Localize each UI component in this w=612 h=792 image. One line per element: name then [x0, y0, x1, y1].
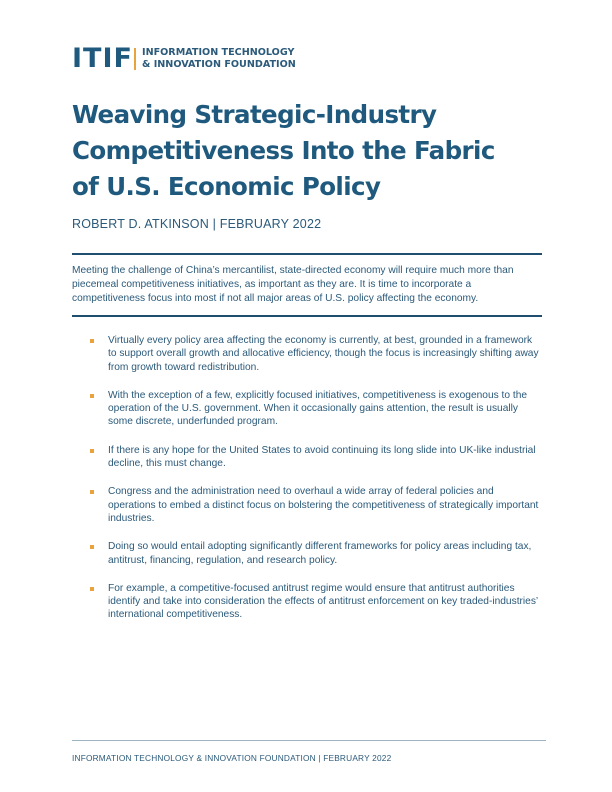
- page-footer: INFORMATION TECHNOLOGY & INNOVATION FOUNDATION | FEBRUARY 2022: [72, 753, 392, 763]
- bullet-square-icon: [90, 545, 94, 549]
- key-point-text: Virtually every policy area affecting the economy is currently, at best, grounded in a framework to support overall growth and allocative efficiency, though the focus is increasingly shifting away from growth toward redistribution.: [108, 335, 539, 373]
- logo-name-line-2: & INNOVATION FOUNDATION: [142, 58, 296, 70]
- key-point: [90, 444, 542, 471]
- bullet-square-icon: [90, 490, 94, 494]
- key-point-text: For example, a competitive-focused antitrust regime would ensure that antitrust authorities identify and take into consideration the effects of antitrust enforcement on key traded-industries’ international competitiveness.: [108, 582, 538, 621]
- logo-organization-name: [142, 47, 296, 70]
- key-points-list: [90, 334, 542, 637]
- bullet-square-icon: [90, 394, 94, 398]
- key-point: [90, 485, 542, 525]
- key-point-text: Congress and the administration need to overhaul a wide array of federal policies and operations to embed a distinct focus on bolstering the competitiveness of strategically important industries.: [108, 486, 539, 524]
- summary-bottom-rule: [72, 315, 542, 317]
- title-line-3: of U.S. Economic Policy: [72, 172, 381, 201]
- key-point: [90, 334, 542, 374]
- key-point: [90, 582, 542, 622]
- bullet-square-icon: [90, 339, 94, 343]
- key-point: [90, 540, 542, 567]
- key-point-text: Doing so would entail adopting significantly different frameworks for policy areas including tax, antitrust, financing, regulation, and research policy.: [108, 541, 532, 566]
- logo-mark: ITIF: [72, 43, 133, 74]
- title-line-1: Weaving Strategic-Industry: [72, 100, 437, 129]
- key-point-text: With the exception of a few, explicitly focused initiatives, competitiveness is exogenous to the operation of the U.S. government. When it occasionally gains attention, the result is usually some discrete, underfunded program.: [108, 389, 528, 428]
- bullet-square-icon: [90, 449, 94, 453]
- title-line-2: Competitiveness Into the Fabric: [72, 136, 495, 165]
- key-point: [90, 389, 542, 429]
- report-title: [72, 97, 532, 205]
- logo-divider: [134, 48, 136, 70]
- bullet-square-icon: [90, 587, 94, 591]
- byline: ROBERT D. ATKINSON | FEBRUARY 2022: [72, 217, 322, 231]
- summary-top-rule: [72, 253, 542, 255]
- key-point-text: If there is any hope for the United States to avoid continuing its long slide into UK-like industrial decline, this must change.: [108, 444, 536, 470]
- logo-name-line-1: INFORMATION TECHNOLOGY: [142, 47, 295, 58]
- footer-rule: [72, 740, 546, 741]
- summary-text: Meeting the challenge of China’s mercantilist, state-directed economy will require much more than piecemeal competitiveness initiatives, as important as they are. It is time to incorporate a competitiveness focus into most if not all major areas of U.S. policy affecting the economy.: [72, 265, 514, 304]
